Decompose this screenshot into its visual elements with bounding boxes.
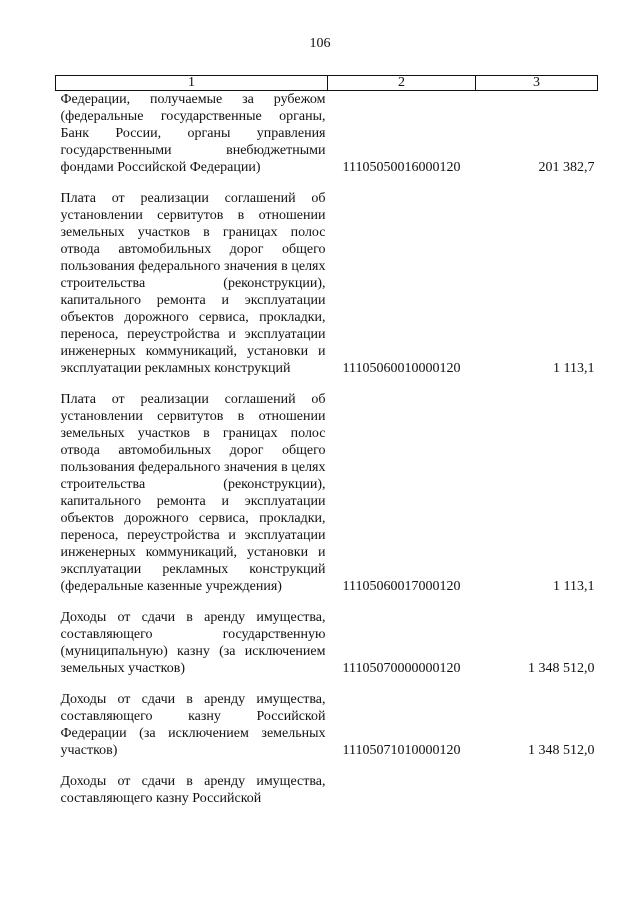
row-description: Плата от реализации соглашений об установлении сервитутов в отношении земельных участков в границах полос отвода автомобильных дорог общего пользования федерального значения в целях строительства (реконструкции), капитального ремонта и эксплуатации объектов дорожного сервиса, прокладки, переноса, переустройства и эксплуатации инженерных коммуникаций, установки и эксплуатации рекламных конструкций bbox=[60, 191, 326, 376]
budget-table bbox=[55, 75, 598, 807]
row-description: Доходы от сдачи в аренду имущества, составляющего казну Российской Федерации (за исключением земельных участков) bbox=[60, 692, 326, 758]
row-amount: 1 113,1 bbox=[553, 579, 595, 594]
row-code: 11105070000000120 bbox=[342, 661, 461, 676]
column-header-3: 3 bbox=[476, 76, 598, 91]
table-row bbox=[56, 91, 598, 191]
table-row bbox=[56, 190, 598, 391]
row-description: Доходы от сдачи в аренду имущества, составляющего казну Российской bbox=[60, 774, 326, 806]
row-amount bbox=[476, 773, 598, 807]
table-row bbox=[56, 773, 598, 807]
column-header-1: 1 bbox=[56, 76, 328, 91]
row-amount: 1 113,1 bbox=[553, 361, 595, 376]
row-description: Плата от реализации соглашений об установлении сервитутов в отношении земельных участков в границах полос отвода автомобильных дорог общего пользования федерального значения в целях строительства (реконструкции), капитального ремонта и эксплуатации объектов дорожного сервиса, прокладки, переноса, переустройства и эксплуатации инженерных коммуникаций, установки и эксплуатации рекламных конструкций (федеральные казенные учреждения) bbox=[60, 392, 326, 594]
row-amount: 201 382,7 bbox=[538, 160, 595, 175]
row-code: 11105050016000120 bbox=[342, 160, 461, 175]
column-header-2: 2 bbox=[328, 76, 476, 91]
table-row bbox=[56, 609, 598, 691]
table-body bbox=[56, 91, 598, 808]
header-row bbox=[56, 76, 598, 91]
table-row bbox=[56, 691, 598, 773]
row-code bbox=[328, 773, 476, 807]
row-code: 11105060010000120 bbox=[342, 361, 461, 376]
row-code: 11105071010000120 bbox=[342, 743, 461, 758]
row-amount: 1 348 512,0 bbox=[528, 743, 595, 758]
page-number: 106 bbox=[309, 36, 331, 51]
row-description: Доходы от сдачи в аренду имущества, составляющего государственную (муниципальную) казну (за исключением земельных участков) bbox=[60, 610, 326, 676]
row-code: 11105060017000120 bbox=[342, 579, 461, 594]
row-description: Федерации, получаемые за рубежом (федеральные государственные органы, Банк России, органы управления государственными внебюджетными фондами Российской Федерации) bbox=[60, 92, 326, 175]
table-row bbox=[56, 391, 598, 609]
table-header bbox=[56, 76, 598, 91]
row-amount: 1 348 512,0 bbox=[528, 661, 595, 676]
